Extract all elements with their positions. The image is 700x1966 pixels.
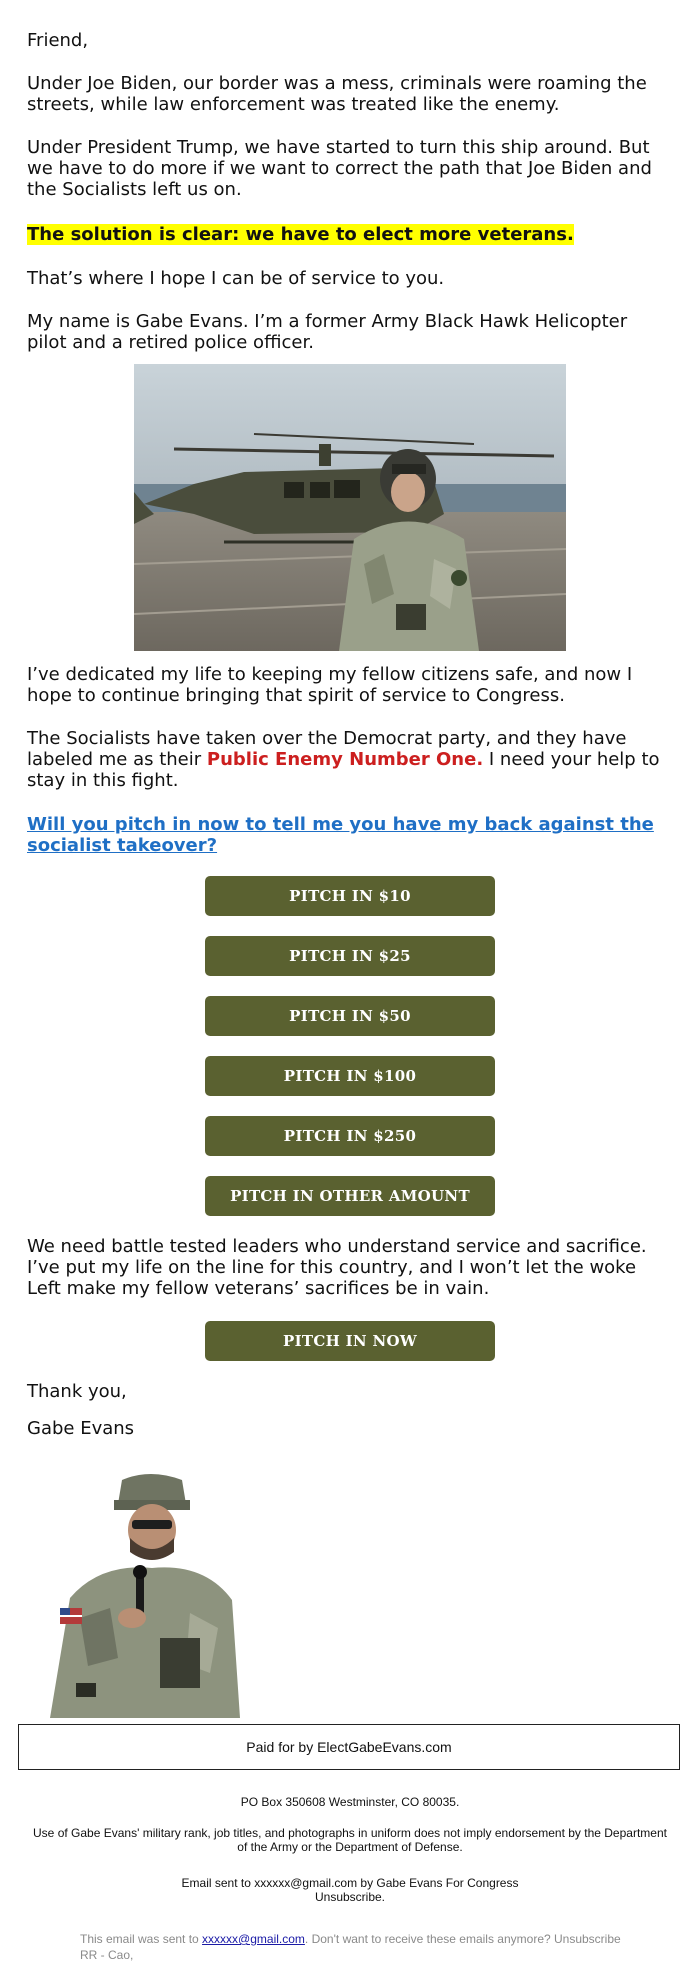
cta-paragraph	[27, 814, 667, 856]
sign-off-name: Gabe Evans	[27, 1418, 135, 1439]
pitch-in-50-button[interactable]: PITCH IN $50	[205, 996, 495, 1036]
greeting: Friend,	[27, 30, 89, 51]
helicopter-photo-art	[134, 364, 566, 651]
paragraph-trump: Under President Trump, we have started to turn this ship around. But we have to do more if we want to correct the path that Joe Biden and the Socialists left us on.	[27, 137, 652, 200]
footer-rr-code: RR - Cao,	[80, 1948, 134, 1962]
paragraph-dedicated: I’ve dedicated my life to keeping my fellow citizens safe, and now I hope to continue bringing that spirit of service to Congress.	[27, 664, 633, 706]
highlight-text: The solution is clear: we have to elect more veterans.	[27, 224, 574, 245]
sent-notice-suffix[interactable]: . Don't want to receive these emails anymore? Unsubscribe	[304, 1932, 621, 1946]
pitch-in-25-button[interactable]: PITCH IN $25	[205, 936, 495, 976]
paragraph-border: Under Joe Biden, our border was a mess, criminals were roaming the streets, while law enforcement was treated like the enemy.	[27, 73, 647, 115]
paragraph-socialists-start: The Socialists have taken over the Democrat party, and they have labeled me as their	[27, 728, 627, 770]
public-enemy-text: Public Enemy Number One.	[206, 749, 484, 770]
highlight-line	[27, 224, 667, 245]
soldier-speaking-photo	[40, 1468, 240, 1718]
sign-off-thanks: Thank you,	[27, 1381, 127, 1402]
footer-address: PO Box 350608 Westminster, CO 80035.	[240, 1795, 460, 1809]
sent-notice-email-link[interactable]: xxxxxx@gmail.com	[202, 1932, 305, 1946]
cta-link[interactable]: Will you pitch in now to tell me you have my back against the socialist takeover?	[27, 814, 654, 856]
paragraph-battle-tested: We need battle tested leaders who understand service and sacrifice. I’ve put my life on the line for this country, and I won’t let the woke Left make my fellow veterans’ sacrifices be in vain.	[27, 1236, 647, 1299]
sent-notice-prefix: This email was sent to	[80, 1932, 203, 1946]
paragraph-service: That’s where I hope I can be of service to you.	[27, 268, 445, 289]
pitch-in-other-amount-button[interactable]: PITCH IN OTHER AMOUNT	[205, 1176, 495, 1216]
pitch-in-10-button[interactable]: PITCH IN $10	[205, 876, 495, 916]
pitch-in-100-button[interactable]: PITCH IN $100	[205, 1056, 495, 1096]
footer-disclaimer: Use of Gabe Evans' military rank, job titles, and photographs in uniform does not imply endorsement by the Department of the Army or the Department of Defense.	[33, 1826, 667, 1854]
paragraph-intro: My name is Gabe Evans. I’m a former Army Black Hawk Helicopter pilot and a retired police officer.	[27, 311, 628, 353]
soldier-with-helicopter-photo	[134, 364, 566, 651]
pitch-in-250-button[interactable]: PITCH IN $250	[205, 1116, 495, 1156]
footer-unsubscribe-link[interactable]: Unsubscribe.	[314, 1890, 386, 1904]
paragraph-socialists-end: I need your help to stay in this fight.	[27, 749, 660, 791]
pitch-in-now-button[interactable]: PITCH IN NOW	[205, 1321, 495, 1361]
paid-for-box: Paid for by ElectGabeEvans.com	[18, 1724, 680, 1770]
paragraph-socialists	[27, 728, 667, 791]
footer-sent-to: Email sent to xxxxxx@gmail.com by Gabe Evans For Congress	[181, 1876, 519, 1890]
soldier-speaking-art	[40, 1468, 240, 1718]
footer-sent-notice	[80, 1932, 621, 1946]
